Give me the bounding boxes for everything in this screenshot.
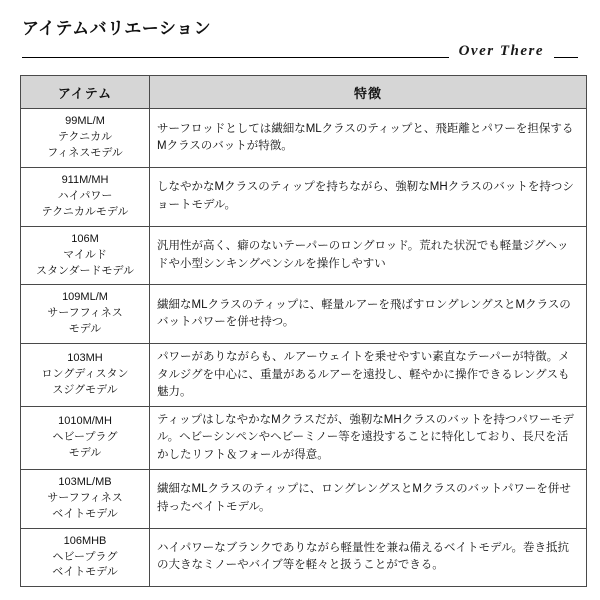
cell-feature: しなやかなMクラスのティップを持ちながら、強靭なMHクラスのバットを持つショートモデル。 (150, 167, 587, 226)
item-line: 103MH (67, 352, 103, 365)
item-line: ヘビープラグ (52, 550, 118, 563)
item-line: モデル (68, 446, 102, 459)
table-row (21, 469, 587, 528)
table-header-row (21, 76, 587, 109)
cell-feature: ハイパワーなブランクでありながら軽量性を兼ね備えるベイトモデル。巻き抵抗の大きなミノーやバイブ等を軽々と扱うことができる。 (150, 528, 587, 587)
item-line: スタンダードモデル (35, 264, 134, 277)
cell-item (21, 528, 150, 587)
cell-item (21, 226, 150, 285)
item-line: 106M (71, 232, 99, 245)
column-header-feature: 特徴 (150, 76, 587, 109)
item-line: サーフフィネス (47, 491, 123, 504)
item-line: ロングディスタン (41, 368, 129, 381)
table-row (21, 109, 587, 168)
cell-item (21, 167, 150, 226)
brand-header (18, 43, 582, 69)
cell-item (21, 344, 150, 407)
page-title: アイテムバリエーション (22, 19, 212, 38)
table-row (21, 344, 587, 407)
table-row (21, 528, 587, 587)
item-line: 1010M/MH (58, 414, 112, 427)
cell-feature: パワーがありながらも、ルアーウェイトを乗せやすい素直なテーパーが特徴。メタルジグを中心に、重量があるルアーを遠投し、軽やかに操作できるレングスも魅力。 (150, 344, 587, 407)
column-header-item: アイテム (21, 76, 150, 109)
item-line: マイルド (63, 248, 107, 261)
item-line: 99ML/M (65, 115, 105, 127)
item-line: 106MHB (63, 534, 107, 547)
item-line: サーフフィネス (47, 307, 123, 320)
item-line: テクニカルモデル (41, 205, 129, 218)
item-line: ハイパワー (57, 189, 113, 202)
brand-logo: Over There (449, 43, 554, 60)
item-line: モデル (68, 323, 102, 336)
cell-item (21, 109, 150, 168)
table-row (21, 167, 587, 226)
table-row (21, 285, 587, 344)
item-line: ベイトモデル (52, 507, 118, 520)
item-line: 911M/MH (61, 173, 109, 186)
item-line: 109ML/M (62, 291, 108, 304)
item-line: フィネスモデル (47, 146, 123, 159)
item-line: ヘビープラグ (52, 430, 118, 443)
table-row (21, 226, 587, 285)
cell-feature: 繊細なMLクラスのティップに、ロングレングスとMクラスのバットパワーを併せ持ったベイトモデル。 (150, 469, 587, 528)
variations-table (20, 75, 587, 587)
table-head (21, 76, 587, 109)
item-line: テクニカル (57, 130, 113, 143)
cell-item (21, 285, 150, 344)
item-line: 103ML/MB (58, 475, 112, 488)
item-line: スジグモデル (52, 384, 118, 397)
cell-feature: 繊細なMLクラスのティップに、軽量ルアーを飛ばすロングレングスとMクラスのバットパワーを併せ持つ。 (150, 285, 587, 344)
cell-feature: 汎用性が高く、癖のないテーパーのロングロッド。荒れた状況でも軽量ジグヘッドや小型シンキングペンシルを操作しやすい (150, 226, 587, 285)
cell-feature: サーフロッドとしては繊細なMLクラスのティップと、飛距離とパワーを担保するMクラスのバットが特徴。 (150, 109, 587, 168)
cell-feature: ティップはしなやかなMクラスだが、強靭なMHクラスのバットを持つパワーモデル。ヘビーシンペンやヘビーミノー等を遠投することに特化しており、長尺を活かしたリフト＆フォールが得意。 (150, 407, 587, 470)
table-body (21, 109, 587, 587)
cell-item (21, 407, 150, 470)
item-line: ベイトモデル (52, 566, 118, 579)
table-row (21, 407, 587, 470)
cell-item (21, 469, 150, 528)
